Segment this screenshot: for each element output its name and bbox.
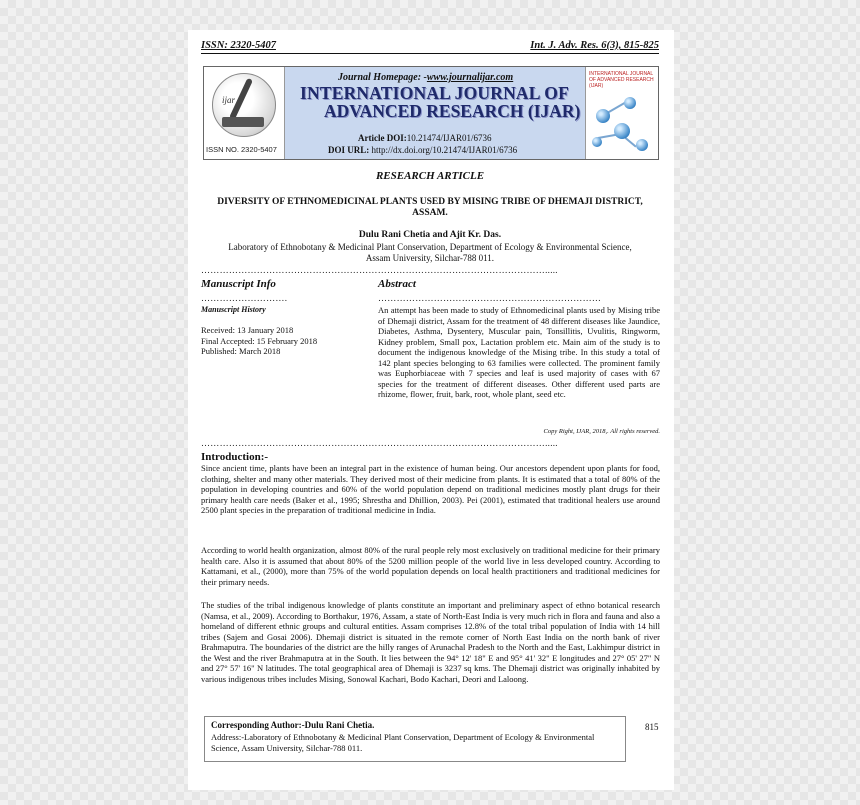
- author-affiliation: Laboratory of Ethnobotany & Medicinal Plant Conservation, Department of Ecology & Environmental Science, Assam University, Silchar-788 011.: [228, 242, 632, 263]
- article-authors: Dulu Rani Chetia and Ajit Kr. Das.: [358, 230, 502, 240]
- header-citation: Int. J. Adv. Res. 6(3), 815-825: [530, 40, 659, 51]
- date-accepted: Final Accepted: 15 February 2018: [201, 335, 318, 346]
- date-received: Received: 13 January 2018: [201, 325, 294, 335]
- journal-cover-thumbnail: [585, 67, 658, 159]
- header-issn: ISSN: 2320-5407: [201, 40, 276, 51]
- page-number: 815: [645, 722, 659, 732]
- article-title: DIVERSITY OF ETHNOMEDICINAL PLANTS USED BY MISING TRIBE OF DHEMAJI DISTRICT, ASSAM.: [217, 197, 643, 218]
- molecule-icon: [624, 97, 636, 109]
- dotted-divider: ………………………………………………………………………………………………….....: [201, 265, 558, 275]
- abstract-heading: Abstract: [378, 278, 416, 290]
- intro-paragraph: Since ancient time, plants have been an integral part in the existence of human being. Our ancestors dependent upon plants for food, clothing, shelter and many other materials. They derived most of their medicine from plants. It is estimated that a total of 80% of the population in developing countries and 60% of the world population depend on traditional medicines mostly plant drugs for their primary health care needs (Baker et al., 1995; Shrestha and Dhillion, 2003). Pei (2001), estimated that traditional healers use around 2500 plant species in the preparation of traditional medicine in India.: [201, 463, 660, 515]
- manuscript-info-heading: Manuscript Info: [201, 278, 276, 290]
- molecule-icon: [636, 139, 648, 151]
- intro-paragraph: The studies of the tribal indigenous knowledge of plants constitute an important and preliminary aspect of ethno botanical research (Namsa, et al., 2009). According to Borthakur, 1976, Assam, a state of North-East India is very much rich in flora and fauna and also a homeland of different ethnic groups and cultural entities. Assam comprises 12.8% of the total tribal population of India with 14 hill tribes (Sajem and Gosai 2006). Dhemaji district is situated in the remote corner of North East India on the north bank of river Brahmaputra. The boundaries of the district are the hilly ranges of Arunachal Pradesh to the North and the East, Lakhimpur district in the West and the river Brahmaputra at in the South. It lies between the 94° 12' 18" E and 95° 41' 32" E longitudes and 27° 05' 27" N and 27° 57' 16" N latitudes. The total geographical area of Dhemaji is 3237 sq kms. The Dhemaji district was originally inhabited by various indigenous tribes includes Mising, Sonowal Kachari, Bodo Kachari, Deori and Laloong.: [201, 600, 660, 684]
- molecule-icon: [614, 123, 630, 139]
- journal-title-line1: INTERNATIONAL JOURNAL OF: [300, 83, 569, 103]
- issn-tag: ISSN NO. 2320-5407: [206, 145, 277, 154]
- copyright-notice: Copy Right, IJAR, 2018,. All rights reserved.: [543, 428, 660, 435]
- dotted-divider: ………………………………………………………………: [378, 293, 602, 303]
- logo-text: ijar: [222, 95, 236, 105]
- manuscript-history-label: Manuscript History: [201, 305, 266, 314]
- journal-banner: [203, 66, 659, 160]
- molecule-icon: [592, 137, 602, 147]
- molecule-icon: [596, 109, 610, 123]
- book-icon: [222, 117, 264, 127]
- corresponding-author-box: [204, 716, 626, 762]
- corresponding-address: Address:-Laboratory of Ethnobotany & Medicinal Plant Conservation, Department of Ecology & Environmental Science, Assam University, Silchar-788 011.: [211, 732, 595, 753]
- doi-url: DOI URL: http://dx.doi.org/10.21474/IJAR01/6736: [328, 145, 518, 155]
- introduction-heading: Introduction:-: [201, 451, 269, 463]
- abstract-text: An attempt has been made to study of Ethnomedicinal plants used by Mising tribe of Dhemaji district, Assam for the treatment of 48 different diseases like Jaundice, Diabetes, Asthma, Dysentery, Muscular pain, Tonsillitis, Uvulitis, Ringworm, Kidney problem, Small pox, Lactation problem etc. Main aim of the study is to document the indigenous knowledge of the Mising tribe. In this study a total of 142 plant species belonging to 63 families were collected. The prominent family was Euphorbiaceae with 7 species and leaf is used majority of cases with 67 species for the treatment of different diseases. Other different used parts are rhizome, flower, fruit, bark, root, whole plant, seed etc.: [378, 305, 660, 399]
- dotted-divider: ……………………….: [201, 293, 288, 303]
- corresponding-author: Corresponding Author:-Dulu Rani Chetia.: [211, 720, 375, 730]
- header-rule: [201, 53, 659, 54]
- manuscript-dates: [201, 325, 317, 357]
- dotted-divider: ………………………………………………………………………………………………….....: [201, 438, 558, 448]
- homepage-label: Journal Homepage: -: [338, 72, 427, 83]
- journal-title-line2: ADVANCED RESEARCH (IJAR): [324, 101, 581, 121]
- doi-link[interactable]: http://dx.doi.org/10.21474/IJAR01/6736: [371, 145, 518, 155]
- cover-title: INTERNATIONAL JOURNAL OF ADVANCED RESEARCH (IJAR): [589, 71, 654, 89]
- article-type: RESEARCH ARTICLE: [375, 170, 485, 182]
- journal-logo: [204, 67, 285, 159]
- journal-homepage: [338, 72, 513, 83]
- intro-paragraph: According to world health organization, almost 80% of the rural people rely most exclusively on traditional medicine for their primary health care. Also it is assumed that about 80% of the 5200 million people of the world live in less developed country. According to Kattamani, et al., (2000), more than 75% of the world population depends on local health practitioners and traditional medicines for their primary needs.: [201, 545, 660, 587]
- article-doi: Article DOI:10.21474/IJAR01/6736: [358, 133, 492, 143]
- homepage-link[interactable]: www.journalijar.com: [426, 72, 514, 83]
- date-published: Published: March 2018: [201, 346, 281, 356]
